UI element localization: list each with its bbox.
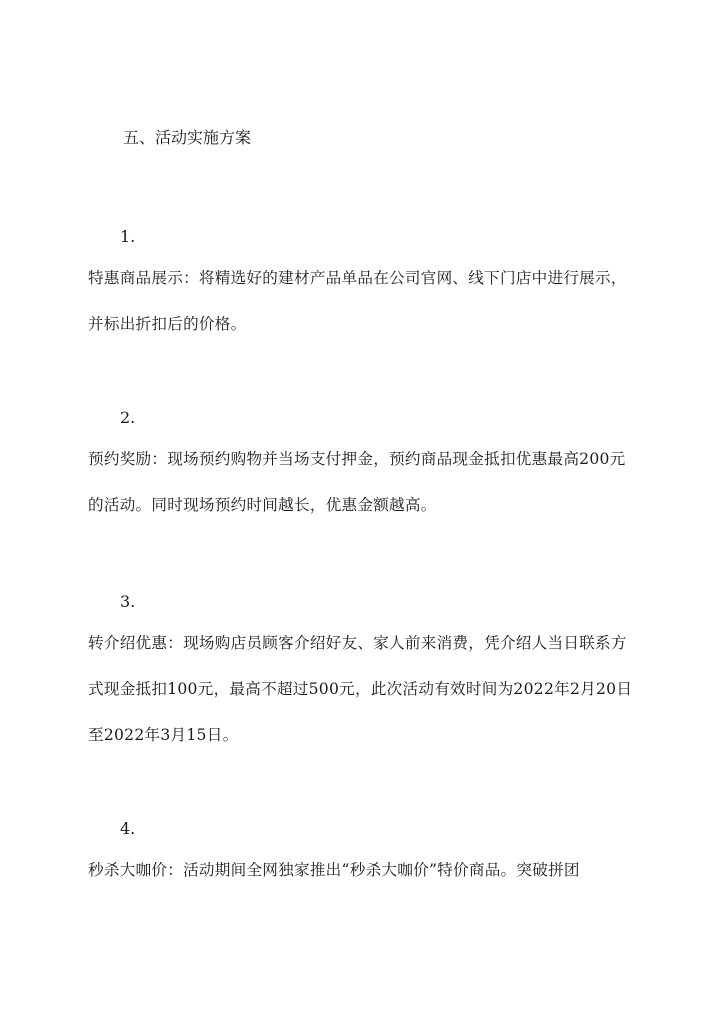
- item-number-2: 2.: [120, 408, 136, 427]
- item-text-1: 特惠商品展示：将精选好的建材产品单品在公司官网、线下门店中进行展示，并标出折扣后的价格。: [88, 269, 627, 333]
- item-number-4: 4.: [120, 819, 136, 838]
- section-heading: 五、活动实施方案: [123, 128, 252, 147]
- item-number-1: 1.: [120, 227, 136, 246]
- item-text-2: 预约奖励：现场预约购物并当场支付押金，预约商品现金抵扣优惠最高200元的活动。同时现场预约时间越长，优惠金额越高。: [88, 450, 626, 514]
- item-number-3: 3.: [120, 592, 136, 611]
- item-text-3: 转介绍优惠：现场购店员顾客介绍好友、家人前来消费，凭介绍人当日联系方式现金抵扣100元，最高不超过500元，此次活动有效时间为2022年2月20日至2022年3月15日。: [88, 634, 633, 744]
- item-text-4: 秒杀大咖价：活动期间全网独家推出“秒杀大咖价”特价商品。突破拼团: [88, 861, 580, 879]
